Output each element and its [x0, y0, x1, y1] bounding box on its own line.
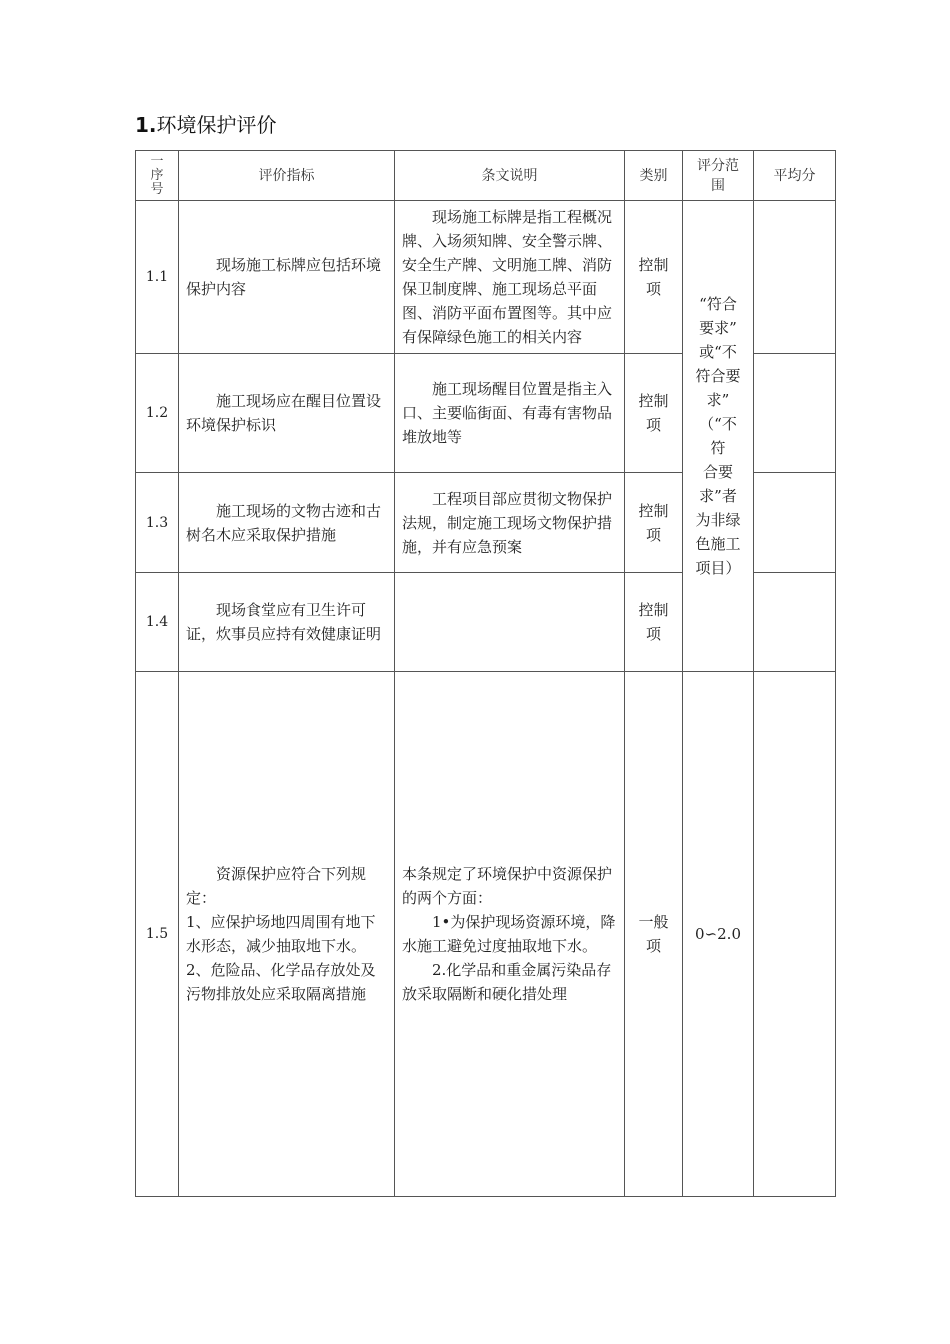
- row-explanation: [395, 672, 625, 1197]
- row-explanation: 现场施工标牌是指工程概况牌、入场须知牌、安全警示牌、安全生产牌、文明施工牌、消防保卫制度牌、施工现场总平面图、消防平面布置图等。其中应有保障绿色施工的相关内容: [395, 201, 625, 354]
- indicator-items: 1、应保护场地四周围有地下水形态，减少抽取地下水。 2、危险品、化学品存放处及污物排放处应采取隔离措施: [186, 913, 376, 1003]
- row-average: [754, 573, 836, 672]
- explanation-item-2: 2.化学品和重金属污染品存放采取隔断和硬化措处理: [402, 961, 612, 1003]
- control-score-note: “符合 要求” 或“不 符合要 求” （“不 符 合要 求”者 为非绿 色施工 项目）: [683, 201, 754, 672]
- header-seq: 一 序 号: [136, 151, 179, 201]
- section-number: 1.: [135, 113, 157, 137]
- row-explanation: 施工现场醒目位置是指主入口、主要临街面、有毒有害物品堆放地等: [395, 354, 625, 473]
- header-category: 类别: [625, 151, 683, 201]
- indicator-intro: 资源保护应符合下列规定：: [186, 865, 367, 907]
- header-score-range: 评分范 围: [683, 151, 754, 201]
- row-indicator: [179, 672, 395, 1197]
- row-score-range: 0∽2.0: [683, 672, 754, 1197]
- explanation-intro: 本条规定了环境保护中资源保护的两个方面：: [402, 865, 613, 907]
- row-seq: 1.1: [136, 201, 179, 354]
- header-indicator: 评价指标: [179, 151, 395, 201]
- evaluation-table: [135, 150, 836, 1197]
- section-title: [135, 112, 277, 138]
- table-row: [136, 672, 836, 1197]
- row-explanation: [395, 573, 625, 672]
- row-indicator: 施工现场应在醒目位置设环境保护标识: [179, 354, 395, 473]
- row-category: 一般 项: [625, 672, 683, 1197]
- row-average: [754, 473, 836, 573]
- row-seq: 1.4: [136, 573, 179, 672]
- table-row: [136, 201, 836, 354]
- row-category: 控制 项: [625, 354, 683, 473]
- row-category: 控制 项: [625, 573, 683, 672]
- explanation-item-1: 1•为保护现场资源环境，降水施工避免过度抽取地下水。: [402, 913, 616, 955]
- row-average: [754, 201, 836, 354]
- row-seq: 1.5: [136, 672, 179, 1197]
- row-indicator: 现场食堂应有卫生许可证，炊事员应持有效健康证明: [179, 573, 395, 672]
- row-seq: 1.3: [136, 473, 179, 573]
- header-explanation: 条文说明: [395, 151, 625, 201]
- row-seq: 1.2: [136, 354, 179, 473]
- row-explanation: 工程项目部应贯彻文物保护法规，制定施工现场文物保护措施，并有应急预案: [395, 473, 625, 573]
- row-category: 控制 项: [625, 201, 683, 354]
- table-header-row: [136, 151, 836, 201]
- section-title-text: 环境保护评价: [156, 113, 277, 137]
- row-indicator: 施工现场的文物古迹和古树名木应采取保护措施: [179, 473, 395, 573]
- row-indicator: 现场施工标牌应包括环境保护内容: [179, 201, 395, 354]
- row-category: 控制 项: [625, 473, 683, 573]
- row-average: [754, 672, 836, 1197]
- header-average: 平均分: [754, 151, 836, 201]
- row-average: [754, 354, 836, 473]
